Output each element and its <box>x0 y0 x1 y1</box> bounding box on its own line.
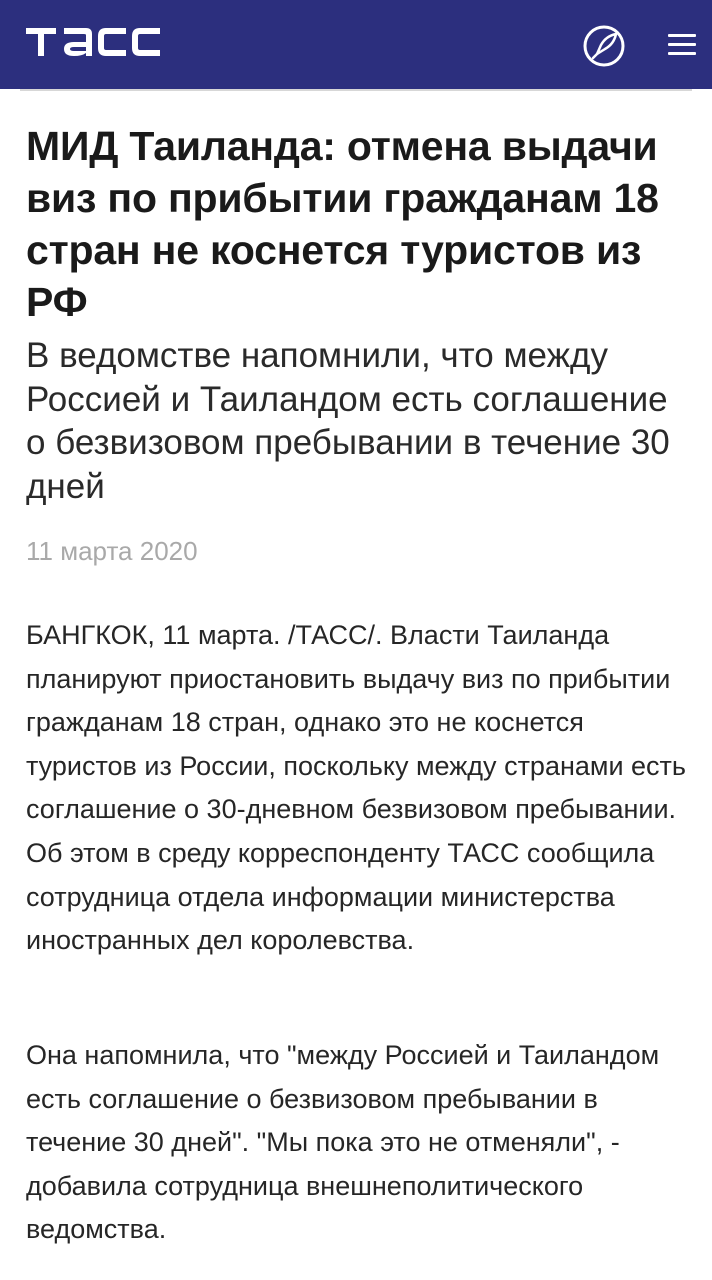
article-subtitle: В ведомстве напомнили, что между Россией и Таиландом есть соглашение о безвизовом пребывании в течение 30 дней <box>26 336 670 506</box>
hamburger-menu-icon[interactable] <box>664 28 700 62</box>
article-paragraph: БАНГКОК, 11 марта. /ТАСС/. Власти Таиланда планируют приостановить выдачу виз по прибытии гражданам 18 стран, однако это не коснется туристов из России, поскольку между странами есть соглашение о 30-дневном безвизовом пребывании. Об этом в среду корреспонденту ТАСС сообщила сотрудница отдела информации министерства иностранных дел королевства. <box>26 620 686 956</box>
tass-logo[interactable] <box>26 18 166 66</box>
article-title: МИД Таиланда: отмена выдачи виз по прибытии гражданам 18 стран не коснется туристов из РФ <box>26 123 659 325</box>
site-header <box>0 0 712 89</box>
article-date: 11 марта 2020 <box>26 536 198 566</box>
header-divider <box>20 89 692 91</box>
article-paragraph: Она напомнила, что "между Россией и Таиландом есть соглашение о безвизовом пребывании в течение 30 дней". "Мы пока это не отменяли", - добавила сотрудница внешнеполитического ведомства. <box>26 1040 660 1245</box>
rocket-icon[interactable] <box>580 22 628 70</box>
